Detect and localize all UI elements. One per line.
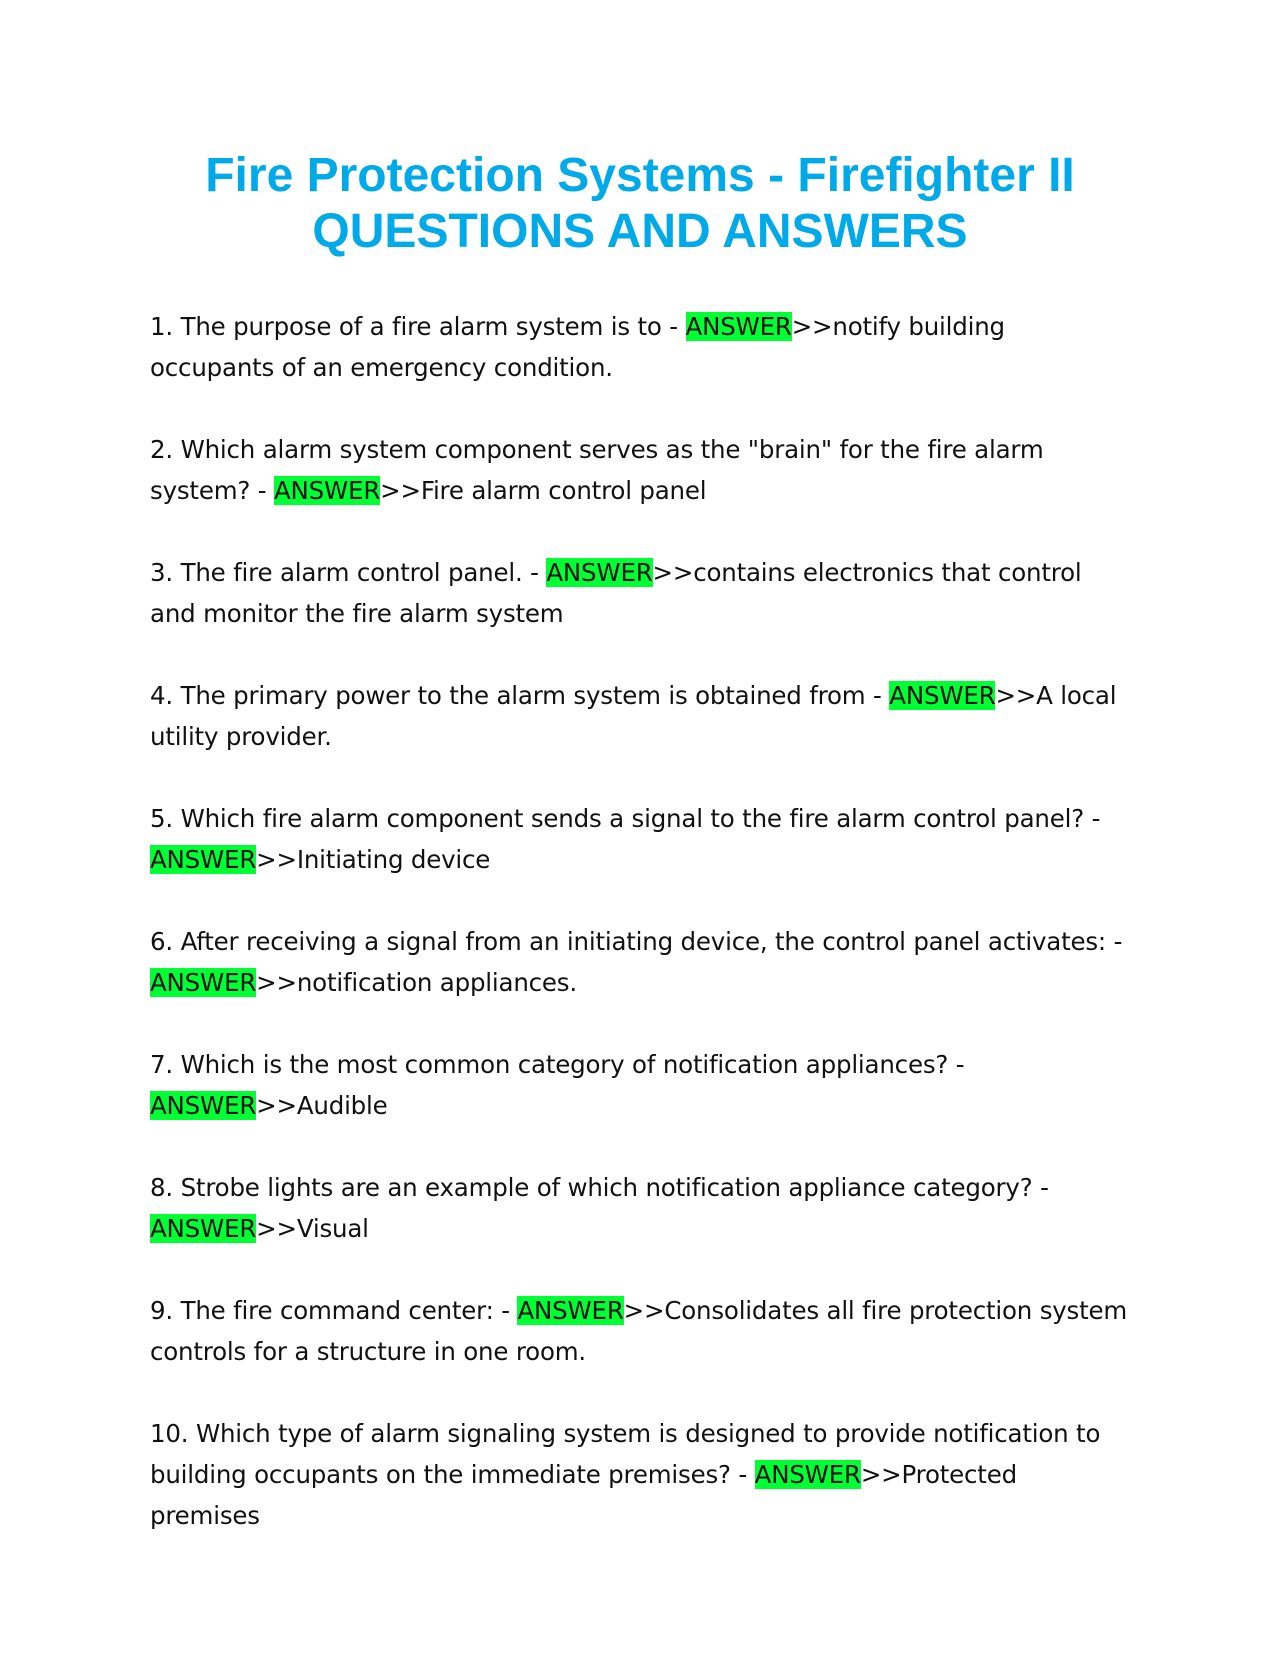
- question-text: 4. The primary power to the alarm system is obtained from -: [150, 681, 890, 710]
- question-text: 7. Which is the most common category of notification appliances? -: [150, 1050, 965, 1079]
- answer-marker: ANSWER: [889, 681, 996, 710]
- qa-item: [150, 1167, 1130, 1249]
- question-text: 5. Which fire alarm component sends a signal to the fire alarm control panel? -: [150, 804, 1101, 833]
- answer-marker: ANSWER: [685, 312, 792, 341]
- answer-marker: ANSWER: [754, 1460, 861, 1489]
- title-line-2: QUESTIONS AND ANSWERS: [312, 205, 968, 258]
- document-title: [150, 148, 1130, 260]
- answer-text: >>Visual: [256, 1214, 369, 1243]
- answer-text: >>contains electronics that control and monitor the fire alarm system: [150, 558, 1082, 628]
- qa-list: [150, 306, 1130, 1536]
- title-line-1: Fire Protection Systems - Firefighter II: [205, 149, 1075, 202]
- answer-text: >>Protected premises: [150, 1460, 1017, 1530]
- answer-marker: ANSWER: [546, 558, 653, 587]
- qa-item: [150, 1044, 1130, 1126]
- answer-marker: ANSWER: [150, 968, 257, 997]
- answer-marker: ANSWER: [150, 1091, 257, 1120]
- qa-item: [150, 552, 1130, 634]
- question-text: 1. The purpose of a fire alarm system is to -: [150, 312, 686, 341]
- qa-item: [150, 429, 1130, 511]
- question-text: 2. Which alarm system component serves as the "brain" for the fire alarm system? -: [150, 435, 1044, 505]
- qa-item: [150, 675, 1130, 757]
- qa-item: [150, 798, 1130, 880]
- question-text: 6. After receiving a signal from an initiating device, the control panel activates: -: [150, 927, 1123, 956]
- qa-item: [150, 1413, 1130, 1536]
- answer-text: >>notification appliances.: [256, 968, 577, 997]
- answer-text: >>Audible: [256, 1091, 388, 1120]
- answer-marker: ANSWER: [517, 1296, 624, 1325]
- question-text: 3. The fire alarm control panel. -: [150, 558, 547, 587]
- answer-text: >>Consolidates all fire protection system controls for a structure in one room.: [150, 1296, 1128, 1366]
- answer-marker: ANSWER: [150, 1214, 257, 1243]
- question-text: 8. Strobe lights are an example of which notification appliance category? -: [150, 1173, 1049, 1202]
- qa-item: [150, 921, 1130, 1003]
- qa-item: [150, 306, 1130, 388]
- answer-marker: ANSWER: [274, 476, 381, 505]
- answer-text: >>Fire alarm control panel: [380, 476, 707, 505]
- qa-item: [150, 1290, 1130, 1372]
- answer-marker: ANSWER: [150, 845, 257, 874]
- question-text: 10. Which type of alarm signaling system is designed to provide notification to building occupants on the immediate premises? -: [150, 1419, 1101, 1489]
- answer-text: >>A local utility provider.: [150, 681, 1117, 751]
- answer-text: >>notify building occupants of an emergency condition.: [150, 312, 1005, 382]
- question-text: 9. The fire command center: -: [150, 1296, 518, 1325]
- answer-text: >>Initiating device: [256, 845, 491, 874]
